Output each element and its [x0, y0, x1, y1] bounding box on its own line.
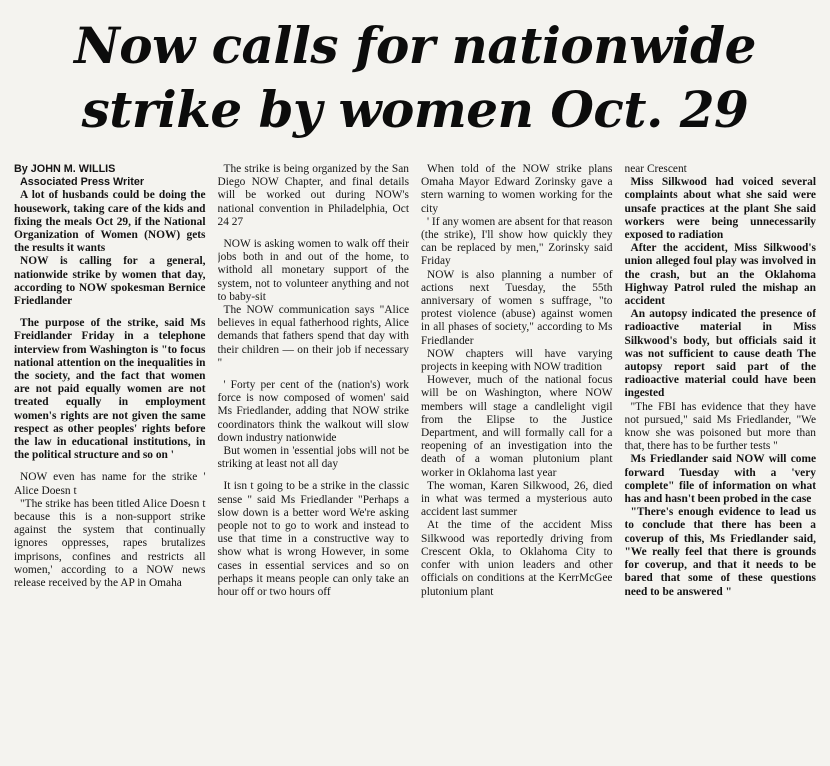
paragraph: When told of the NOW strike plans Omaha Mayor Edward Zorinsky gave a stern warning to women working for the city [421, 163, 613, 215]
paragraph: The strike is being organized by the San Diego NOW Chapter, and final details will be worked out during NOW's national convention in Philadelphia, Oct 24 27 [217, 163, 409, 228]
paragraph: NOW is calling for a general, nationwide strike by women that day, according to NOW spokesman Bernice Friedlander [14, 255, 206, 308]
article-column-1 [14, 163, 206, 763]
article-body [14, 163, 820, 763]
paragraph: "The FBI has evidence that they have not pursued," said Ms Friedlander, "We know she was poisoned but more than that, there has to be further tests " [624, 400, 816, 453]
paragraph: ' Forty per cent of the (nation's) work force is now composed of women' said Ms Friedlander, adding that NOW strike coordinators think the walkout will slow down industry nationwide [217, 379, 409, 444]
article-column-2 [218, 163, 410, 763]
paragraph: NOW chapters will have varying projects in keeping with NOW tradition [421, 347, 613, 374]
paragraph: The woman, Karen Silkwood, 26, died in what was termed a mysterious auto accident last summer [421, 479, 613, 519]
article-column-3 [421, 163, 613, 763]
paragraph: NOW is asking women to walk off their jobs both in and out of the home, to withold all monetary support of the system, not to volunteer anything and not to baby-sit [217, 238, 409, 303]
paragraph: Ms Friedlander said NOW will come forward Tuesday with a 'very complete" file of information on what has and hasn't been probed in the case [624, 453, 816, 506]
paragraph: NOW even has name for the strike ' Alice Doesn t [14, 471, 206, 497]
paragraph: Miss Silkwood had voiced several complaints about what she said were unsafe practices at the plant She said workers were being unnecessarily exposed to radiation [624, 176, 816, 242]
paragraph: The purpose of the strike, said Ms Freidlander Friday in a telephone interview from Washington is "to focus national attention on the inequalities in the society, and the fact that women are not paid equally women are not treated equally in employment women's rights are not given the same respect as other peoples' rights before the law in educational institutions, in the political structure and so on ' [14, 317, 206, 462]
paragraph: "The strike has been titled Alice Doesn t because this is a non-support strike against the system that continually ignores oppresses, rapes brutalizes imprisons, confines and restricts all women,' according to a NOW news release received by the AP in Omaha [14, 497, 206, 590]
paragraph: ' If any women are absent for that reason (the strike), I'll show how quickly they can be replaced by men," Zorinsky said Friday [421, 215, 613, 268]
article-column-4 [625, 163, 817, 763]
paragraph: NOW is also planning a number of actions next Tuesday, the 55th anniversary of women s suffrage, "to protest violence (abuse) against women in all phases of society," according to Ms Friedlander [421, 268, 613, 347]
headline-line-2: strike by women Oct. 29 [81, 80, 749, 139]
paragraph: It isn t going to be a strike in the classic sense " said Ms Friedlander "Perhaps a slow down is a better word We're asking people not to go to work and instead to use that time in a constructive way to show what is wrong However, in some cases in essential services and so on perhaps it means people can only take an hour off or two hours off [217, 480, 409, 599]
paragraph: After the accident, Miss Silkwood's union alleged foul play was involved in the crash, but an the Oklahoma Highway Patrol ruled the mishap an accident [624, 242, 816, 308]
paragraph: The NOW communication says "Alice believes in equal fatherhood rights, Alice demands that fathers spend that day with their children — on their job if necessary " [217, 304, 409, 369]
paragraph: An autopsy indicated the presence of radioactive material in Miss Silkwood's body, but officials said it was not sufficient to cause death The autopsy report said part of the radioactive material could have been ingested [624, 308, 816, 400]
paragraph: But women in 'essential jobs will not be striking at least not all day [217, 445, 409, 471]
headline-line-1: Now calls for nationwide [74, 16, 756, 75]
paragraph: However, much of the national focus will be on Washington, where NOW members will stage a candlelight vigil from the Elipse to the Justice Department, and will formally call for a reopening of an investigation into the death of a woman plutonium plant worker in Oklahoma last year [421, 374, 613, 479]
byline-name: By JOHN M. WILLIS [14, 163, 116, 175]
byline [14, 163, 206, 189]
paragraph: At the time of the accident Miss Silkwood was reportedly driving from Crescent Okla, to Oklahoma City to confer with union leaders and other officials on conditions at the KerrMcGee plutonium plant [421, 519, 613, 598]
byline-role: Associated Press Writer [20, 176, 145, 189]
paragraph: near Crescent [624, 163, 687, 175]
paragraph: "There's enough evidence to lead us to conclude that there has been a coverup of this, Ms Friedlander said, "We really feel that there is grounds for coverup, and that it needs to be bared that some of these questions need to be answered " [624, 506, 816, 598]
headline [0, 14, 830, 142]
paragraph: A lot of husbands could be doing the housework, taking care of the kids and fixing the meals Oct 29, if the National Organization of Women (NOW) gets the results it wants [14, 189, 206, 255]
